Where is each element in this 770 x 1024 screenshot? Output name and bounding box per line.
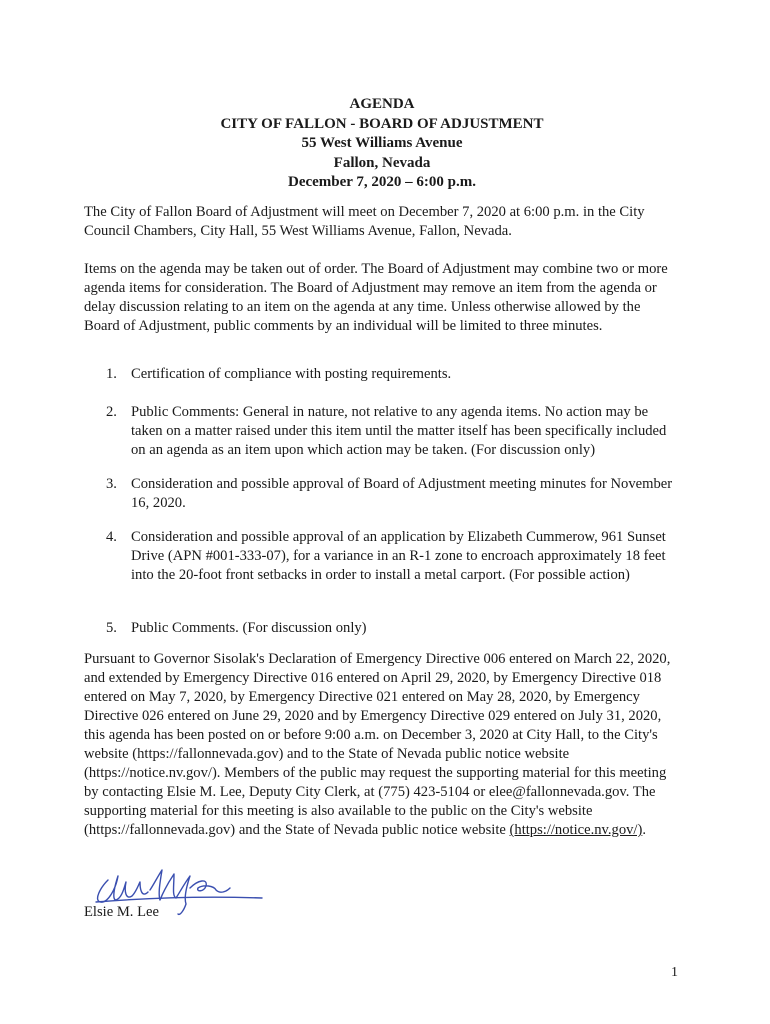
intro-paragraph: The City of Fallon Board of Adjustment will meet on December 7, 2020 at 6:00 p.m. in the City Council Chambers, City Hall, 55 West Williams Avenue, Fallon, Nevada. bbox=[84, 204, 645, 239]
agenda-item-number: 2. bbox=[106, 404, 117, 420]
header-city: Fallon, Nevada bbox=[333, 154, 431, 171]
agenda-item bbox=[84, 475, 680, 513]
agenda-item bbox=[84, 619, 680, 638]
agenda-item-number: 1. bbox=[106, 366, 117, 382]
page-number: 1 bbox=[671, 965, 678, 980]
agenda-item bbox=[84, 528, 680, 585]
agenda-item-text: Consideration and possible approval of an application by Elizabeth Cummerow, 961 Sunset Drive (APN #001-333-07), for a variance in an R-1 zone to encroach approximately 18 feet into the 20-foot front setbacks in order to install a metal carport. (For possible action) bbox=[131, 529, 666, 583]
agenda-item bbox=[84, 403, 680, 460]
signer-name: Elsie M. Lee bbox=[84, 904, 159, 920]
notice-tail: . bbox=[642, 822, 646, 838]
agenda-item-text: Public Comments: General in nature, not relative to any agenda items. No action may be taken on a matter raised under this item until the matter itself has been specifically included on an agenda as an item upon which action may be taken. (For discussion only) bbox=[131, 404, 667, 458]
header-date: December 7, 2020 – 6:00 p.m. bbox=[287, 174, 477, 190]
agenda-item-text: Consideration and possible approval of Board of Adjustment meeting minutes for November 16, 2020. bbox=[131, 476, 673, 511]
agenda-item-text: Public Comments. (For discussion only) bbox=[131, 620, 367, 636]
agenda-item-number: 4. bbox=[106, 529, 117, 545]
agenda-item-text: Certification of compliance with posting requirements. bbox=[131, 366, 452, 382]
agenda-item-number: 5. bbox=[106, 620, 117, 636]
agenda-item-number: 3. bbox=[106, 476, 117, 492]
rules-paragraph: Items on the agenda may be taken out of order. The Board of Adjustment may combine two or more agenda items for consideration. The Board of Adjustment may remove an item from the agenda or delay discussion relating to an item on the agenda at any time. Unless otherwise allowed by the Board of Adjustment, public comments by an individual will be limited to three minutes. bbox=[84, 261, 668, 334]
header-title: AGENDA bbox=[349, 96, 415, 112]
notice-text: Pursuant to Governor Sisolak's Declaration of Emergency Directive 006 entered on March 22, 2020, and extended by Emergency Directive 016 entered on April 29, 2020, by Emergency Directive 018 entered on May 7, 2020, by Emergency Directive 021 entered on May 28, 2020, by Emergency Directive 026 entered on June 29, 2020 and by Emergency Directive 029 entered on July 31, 2020, this agenda has been posted on or before 9:00 a.m. on December 3, 2020 at City Hall, to the City's website (https://fallonnevada.gov) and to the State of Nevada public notice website (https://notice.nv.gov/). Members of the public may request the supporting material for this meeting by contacting Elsie M. Lee, Deputy City Clerk, at (775) 423-5104 or elee@fallonnevada.gov. The supporting material for this meeting is also available to the public on the City's website (https://fallonnevada.gov) and the State of Nevada public notice website bbox=[84, 651, 671, 838]
notice-paragraph bbox=[84, 650, 676, 840]
agenda-item bbox=[84, 365, 680, 384]
notice-website-link[interactable]: (https://notice.nv.gov/) bbox=[509, 822, 643, 838]
document-header bbox=[84, 95, 680, 193]
header-organization: CITY OF FALLON - BOARD OF ADJUSTMENT bbox=[220, 115, 544, 132]
header-address: 55 West Williams Avenue bbox=[301, 135, 463, 151]
